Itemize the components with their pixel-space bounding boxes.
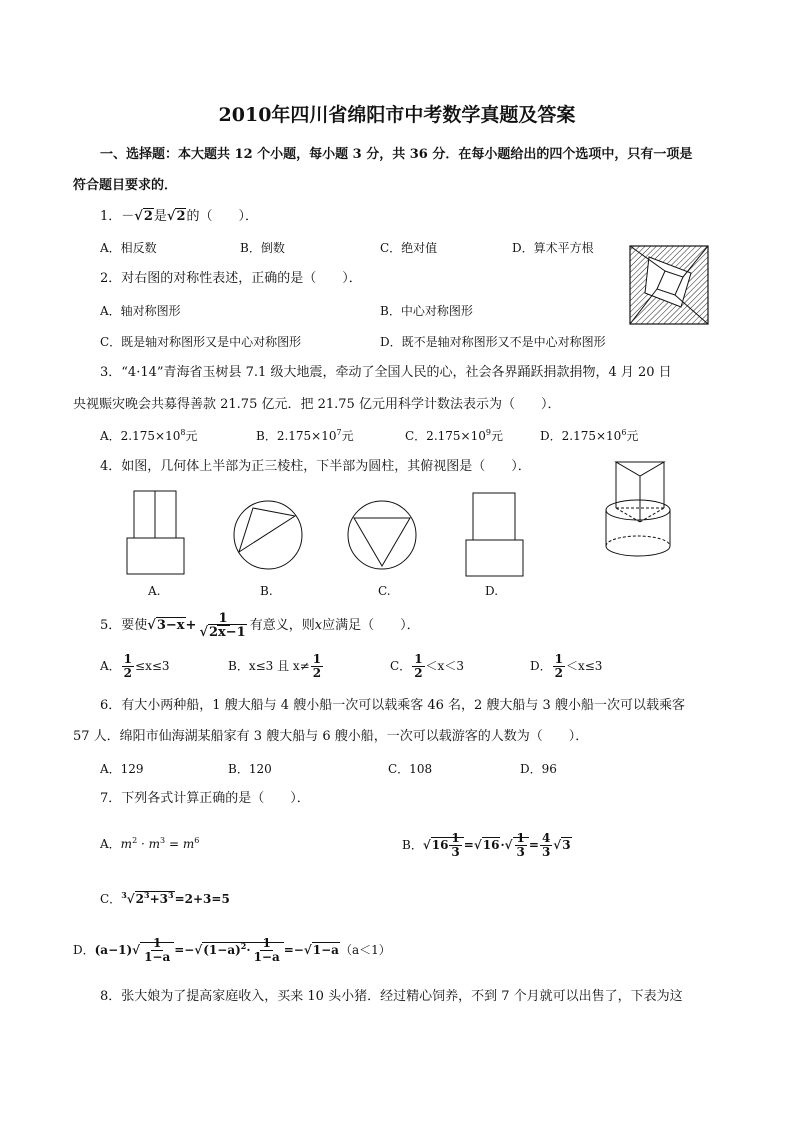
question-5: 5．要使√3−x+ $\frac{1}{√2x-1}$ 有意义，则x应满足（ ）． — [100, 611, 420, 640]
q4-option-a-figure — [126, 490, 186, 576]
q4-label-c: C. — [378, 584, 391, 598]
q3-option-d: D．$2.175\times 10^6$元 — [540, 428, 639, 443]
question-6-line2: 57 人．绵阳市仙海湖某船家有 3 艘大船与 6 艘小船，一次可以载游客的人数为（ ）． — [73, 729, 589, 744]
q2-pinwheel-figure — [629, 245, 709, 325]
question-4: 4．如图，几何体上半部为正三棱柱，下半部为圆柱，其俯视图是（ ）． — [100, 459, 531, 474]
q7-option-b: B．√16 $\frac{1}{3}$ =√16·√ $\frac{1}{3}$ = $\frac{4}{3}$ √3 — [402, 831, 571, 859]
q3-option-b: B．$2.175\times 10^7$元 — [256, 428, 354, 443]
q1-radicand: 2 — [143, 209, 153, 224]
question-7: 7．下列各式计算正确的是（ ）． — [100, 791, 310, 806]
q1-prefix: 1．－ — [100, 209, 135, 224]
q4-label-a: A. — [148, 584, 161, 598]
q1-mid: 是 — [153, 209, 167, 224]
question-2: 2．对右图的对称性表述，正确的是（ ）． — [100, 271, 362, 286]
q4-solid-figure — [598, 458, 678, 560]
q2-option-a: A．轴对称图形 — [100, 304, 181, 318]
q7-option-c: C．$^3√2^3+3^3=2+3=5$ — [100, 890, 230, 906]
page-title: 2010年四川省绵阳市中考数学真题及答案 — [218, 104, 576, 126]
q7-option-d: D．(a−1)√ $\frac{1}{1-a}$ $=-√(1-a)^2\cdot$ $\frac{1}{1-a}$ =−√1−a（a＜1） — [73, 936, 391, 964]
q6-option-b: B．120 — [228, 762, 272, 776]
question-6-line1: 6．有大小两种船，1 艘大船与 4 艘小船一次可以载乘客 46 名，2 艘大船与 3 艘小船一次可以载乘客 — [100, 698, 685, 713]
question-8-line1: 8．张大娘为了提高家庭收入，买来 10 头小猪．经过精心饲养，不到 7 个月就可以出售了，下表为这 — [100, 989, 683, 1004]
q1-radicand-2: 2 — [176, 209, 186, 224]
q5-option-b: B．x≤3 且 x≠ $\frac{1}{2}$ — [228, 652, 322, 680]
radical-sign: √ — [134, 209, 143, 224]
q1-option-c: C．绝对值 — [380, 241, 438, 255]
question-1 — [100, 208, 258, 226]
q4-option-d-figure — [465, 492, 525, 578]
q4-label-d: D. — [485, 584, 499, 598]
question-3-line2: 央视赈灾晚会共募得善款 21.75 亿元．把 21.75 亿元用科学计数法表示为（ ）． — [73, 397, 561, 412]
q3-option-a: A．$2.175\times 10^8$元 — [100, 428, 198, 443]
q6-option-c: C．108 — [388, 762, 433, 776]
q4-label-b: B. — [260, 584, 273, 598]
q5-option-c: C． $\frac{1}{2}$ ＜x＜3 — [390, 652, 464, 680]
radical-sign: √ — [166, 209, 176, 224]
q1-option-d: D．算术平方根 — [512, 241, 594, 255]
q5-option-d: D． $\frac{1}{2}$ ＜x≤3 — [530, 652, 603, 680]
q4-option-b-figure — [233, 500, 303, 570]
q6-option-a: A．129 — [100, 762, 144, 776]
q2-option-c: C．既是轴对称图形又是中心对称图形 — [100, 335, 302, 349]
q4-option-c-figure — [347, 500, 417, 570]
q3-option-c: C．$2.175\times 10^9$元 — [405, 428, 503, 443]
q1-option-b: B．倒数 — [240, 241, 285, 255]
q6-option-d: D．96 — [520, 762, 557, 776]
q1-suffix: 的（ ）． — [186, 209, 258, 224]
section-intro-line1: 一、选择题：本大题共 12 个小题，每小题 3 分，共 36 分．在每小题给出的四个选项中，只有一项是 — [100, 147, 693, 162]
section-intro-line2: 符合题目要求的． — [73, 178, 178, 193]
question-3-line1: 3．“4·14”青海省玉树县 7.1 级大地震，牵动了全国人民的心，社会各界踊跃捐款捐物，4 月 20 日 — [100, 365, 672, 380]
q5-option-a: A． $\frac{1}{2}$ ≤x≤3 — [100, 652, 170, 680]
q2-option-b: B．中心对称图形 — [380, 304, 473, 318]
q2-option-d: D．既不是轴对称图形又不是中心对称图形 — [380, 335, 606, 349]
q7-option-a: A．$m^2 \cdot m^3 = m^6$ — [100, 836, 200, 851]
q1-option-a: A．相反数 — [100, 241, 157, 255]
